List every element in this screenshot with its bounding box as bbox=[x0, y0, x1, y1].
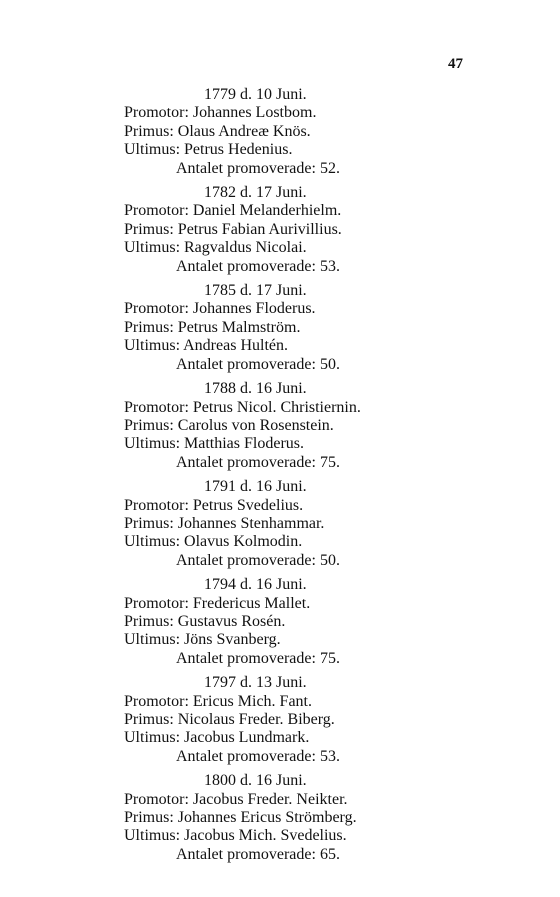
ultimus-line: Ultimus: Olavus Kolmodin. bbox=[124, 533, 303, 551]
promotion-date: 1779 d. 10 Juni. bbox=[204, 86, 307, 103]
promotor-line: Promotor: Fredericus Mallet. bbox=[124, 594, 311, 612]
ultimus-line: Ultimus: Jacobus Mich. Svedelius. bbox=[124, 827, 347, 845]
promotion-date: 1794 d. 16 Juni. bbox=[204, 576, 307, 594]
ultimus-line: Ultimus: Petrus Hedenius. bbox=[124, 141, 293, 159]
promoted-count: Antalet promoverade: 53. bbox=[176, 257, 340, 275]
promotion-date: 1800 d. 16 Juni. bbox=[204, 772, 307, 790]
promotor-line: Promotor: Johannes Floderus. bbox=[124, 300, 316, 318]
primus-line: Primus: Petrus Fabian Aurivillius. bbox=[124, 220, 342, 238]
promotion-list bbox=[124, 86, 384, 870]
promotor-line: Promotor: Petrus Nicol. Christiernin. bbox=[124, 398, 361, 416]
promotion-date: 1788 d. 16 Juni. bbox=[204, 380, 307, 398]
promotor-line: Promotor: Jacobus Freder. Neikter. bbox=[124, 790, 348, 808]
promotion-date: 1791 d. 16 Juni. bbox=[204, 478, 307, 496]
promoted-count: Antalet promoverade: 75. bbox=[176, 453, 340, 471]
promotor-line: Promotor: Johannes Lostbom. bbox=[124, 104, 317, 122]
primus-line: Primus: Gustavus Rosén. bbox=[124, 612, 286, 630]
promotion-entry bbox=[124, 184, 384, 276]
page-number: 47 bbox=[448, 56, 463, 72]
ultimus-line: Ultimus: Jacobus Lundmark. bbox=[124, 729, 310, 747]
ultimus-line: Ultimus: Jöns Svanberg. bbox=[124, 631, 281, 649]
primus-line: Primus: Johannes Stenhammar. bbox=[124, 514, 325, 532]
promoted-count: Antalet promoverade: 50. bbox=[176, 551, 340, 569]
promoted-count: Antalet promoverade: 52. bbox=[176, 159, 340, 177]
promotion-entry bbox=[124, 86, 384, 178]
ultimus-line: Ultimus: Ragvaldus Nicolai. bbox=[124, 239, 307, 257]
promotion-entry bbox=[124, 674, 384, 766]
promotion-entry bbox=[124, 772, 384, 864]
promotor-line: Promotor: Petrus Svedelius. bbox=[124, 496, 304, 514]
primus-line: Primus: Carolus von Rosenstein. bbox=[124, 416, 334, 434]
ultimus-line: Ultimus: Andreas Hultén. bbox=[124, 337, 288, 355]
primus-line: Primus: Nicolaus Freder. Biberg. bbox=[124, 711, 335, 728]
primus-line: Primus: Petrus Malmström. bbox=[124, 318, 301, 336]
primus-line: Primus: Johannes Ericus Strömberg. bbox=[124, 809, 357, 827]
promotion-date: 1797 d. 13 Juni. bbox=[204, 674, 307, 692]
promoted-count: Antalet promoverade: 75. bbox=[176, 649, 340, 667]
promotion-entry bbox=[124, 576, 384, 668]
promoted-count: Antalet promoverade: 50. bbox=[176, 355, 340, 373]
promotion-date: 1785 d. 17 Juni. bbox=[204, 282, 307, 300]
promotion-entry bbox=[124, 478, 384, 570]
promotor-line: Promotor: Ericus Mich. Fant. bbox=[124, 692, 312, 710]
promoted-count: Antalet promoverade: 53. bbox=[176, 747, 340, 765]
promoted-count: Antalet promoverade: 65. bbox=[176, 845, 340, 863]
promotion-date: 1782 d. 17 Juni. bbox=[204, 184, 307, 202]
promotion-entry bbox=[124, 282, 384, 374]
promotor-line: Promotor: Daniel Melanderhielm. bbox=[124, 202, 342, 220]
ultimus-line: Ultimus: Matthias Floderus. bbox=[124, 435, 304, 453]
primus-line: Primus: Olaus Andreæ Knös. bbox=[124, 122, 311, 140]
promotion-entry bbox=[124, 380, 384, 472]
